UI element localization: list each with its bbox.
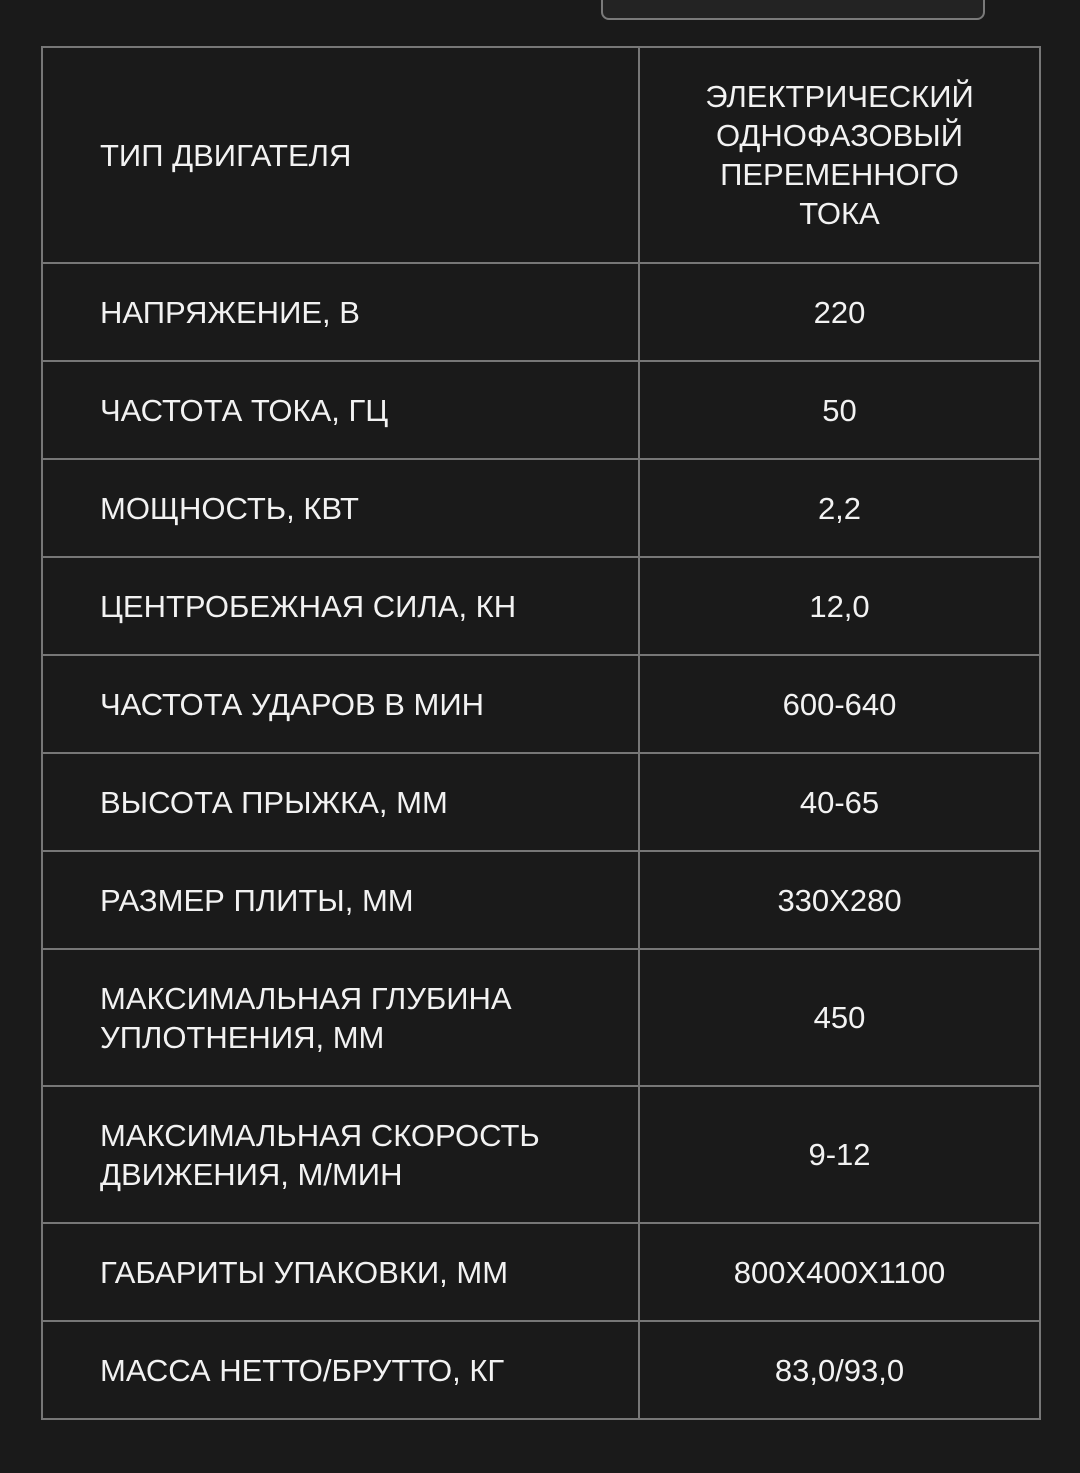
table-row — [42, 263, 1040, 361]
table-row — [42, 1223, 1040, 1321]
spec-value: 330Х280 — [639, 851, 1040, 949]
table-row — [42, 753, 1040, 851]
spec-label: НАПРЯЖЕНИЕ, В — [42, 263, 639, 361]
spec-label: РАЗМЕР ПЛИТЫ, ММ — [42, 851, 639, 949]
spec-value: 12,0 — [639, 557, 1040, 655]
spec-value: 800Х400Х1100 — [639, 1223, 1040, 1321]
spec-label: ЧАСТОТА ТОКА, ГЦ — [42, 361, 639, 459]
table-row — [42, 1086, 1040, 1223]
table-row — [42, 361, 1040, 459]
table-row — [42, 459, 1040, 557]
table-row — [42, 851, 1040, 949]
table-row — [42, 655, 1040, 753]
table-row — [42, 1321, 1040, 1419]
spec-label: МАКСИМАЛЬНАЯ ГЛУБИНА УПЛОТНЕНИЯ, ММ — [42, 949, 639, 1086]
spec-label: ЦЕНТРОБЕЖНАЯ СИЛА, КН — [42, 557, 639, 655]
spec-label: МАКСИМАЛЬНАЯ СКОРОСТЬ ДВИЖЕНИЯ, М/МИН — [42, 1086, 639, 1223]
tab-button[interactable] — [601, 0, 985, 20]
table-row — [42, 557, 1040, 655]
spec-value: 9-12 — [639, 1086, 1040, 1223]
spec-value: 50 — [639, 361, 1040, 459]
specs-table — [41, 46, 1041, 1420]
table-row — [42, 47, 1040, 263]
spec-label: МОЩНОСТЬ, КВТ — [42, 459, 639, 557]
spec-value: ЭЛЕКТРИЧЕСКИЙ ОДНОФАЗОВЫЙ ПЕРЕМЕННОГО ТОКА — [639, 47, 1040, 263]
table-row — [42, 949, 1040, 1086]
spec-label: ТИП ДВИГАТЕЛЯ — [42, 47, 639, 263]
spec-label: ГАБАРИТЫ УПАКОВКИ, ММ — [42, 1223, 639, 1321]
spec-value: 2,2 — [639, 459, 1040, 557]
spec-label: МАССА НЕТТО/БРУТТО, КГ — [42, 1321, 639, 1419]
spec-label: ВЫСОТА ПРЫЖКА, ММ — [42, 753, 639, 851]
spec-value: 450 — [639, 949, 1040, 1086]
spec-value: 600-640 — [639, 655, 1040, 753]
spec-value: 220 — [639, 263, 1040, 361]
spec-label: ЧАСТОТА УДАРОВ В МИН — [42, 655, 639, 753]
spec-value: 83,0/93,0 — [639, 1321, 1040, 1419]
spec-value: 40-65 — [639, 753, 1040, 851]
